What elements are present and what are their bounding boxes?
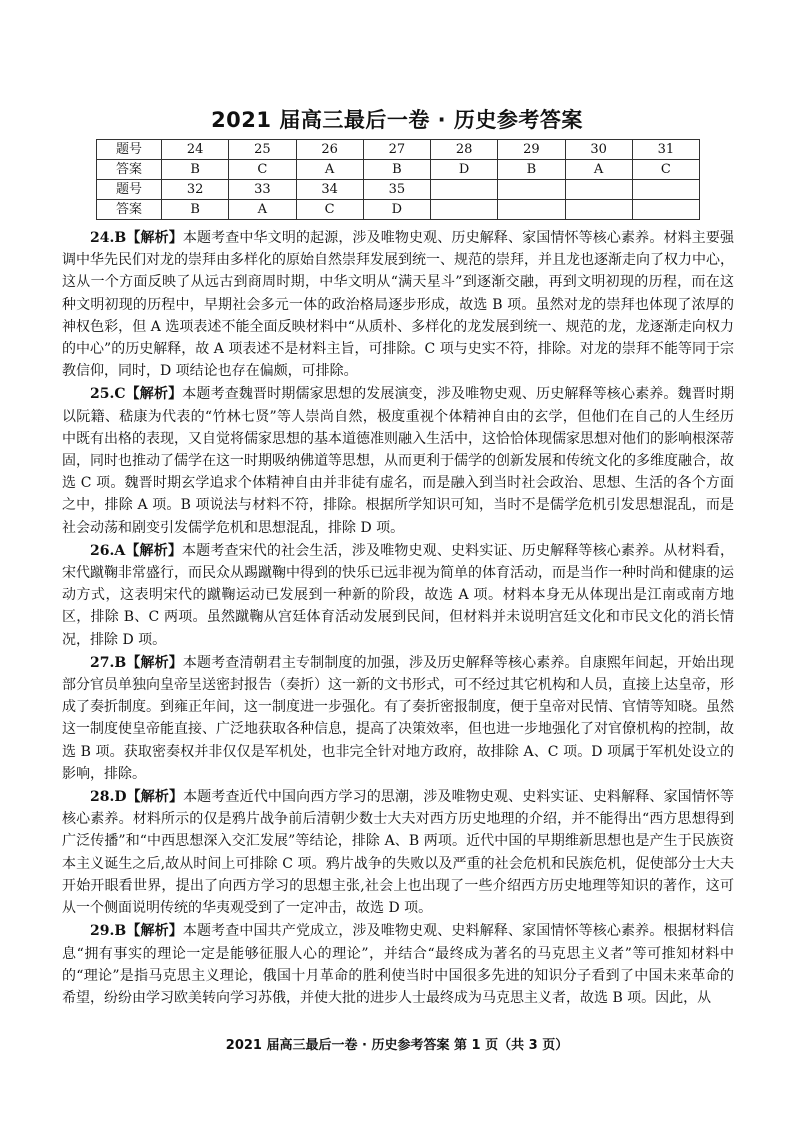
explanation-paragraph bbox=[62, 652, 734, 785]
explanations bbox=[62, 227, 734, 1010]
table-cell bbox=[632, 180, 699, 200]
page-footer: 2021 届高三最后一卷 · 历史参考答案 第 1 页（共 3 页） bbox=[225, 1038, 569, 1053]
table-cell bbox=[565, 180, 632, 200]
table-cell: 24 bbox=[162, 140, 229, 160]
explanation-text: 本题考查中国共产党成立，涉及唯物史观、史料解释、家国情怀等核心素养。根据材料信息“拥有事实的理论一定是能够征服人心的理论”，并结合“最终成为著名的马克思主义者”等可推知材料中的“理论”是指马克思主义理论，俄国十月革命的胜利使当时中国很多先进的知识分子看到了中国未来革命的希望，纷纷由学习欧美转向学习苏俄，并使大批的进步人士最终成为马克思主义者，故选 B 项。因此，从 bbox=[62, 923, 734, 1006]
table-cell bbox=[498, 180, 565, 200]
answer-lead: 26.A【解析】 bbox=[90, 542, 183, 559]
table-cell bbox=[431, 180, 498, 200]
explanation-paragraph bbox=[62, 540, 734, 651]
table-cell: 29 bbox=[498, 140, 565, 160]
explanation-text: 本题考查魏晋时期儒家思想的发展演变，涉及唯物史观、历史解释等核心素养。魏晋时期以阮籍、嵇康为代表的“竹林七贤”等人崇尚自然，极度重视个体精神自由的玄学，但他们在自己的人生经历中既有出格的表现，又自觉将儒家思想的基本道德准则融入生活中，这恰恰体现儒家思想对他们的影响根深蒂固，同时也推动了儒学在这一时期吸纳佛道等思想，从而更利于儒学的创新发展和传统文化的多维度融合，故选 C 项。魏晋时期玄学追求个体精神自由并非徒有虚名，而是融入到当时社会政治、思想、生活的各个方面之中，排除 A 项。B 项说法与材料不符，排除。根据所学知识可知，当时不是儒学危机引发思想混乱，而是社会动荡和剧变引发儒学危机和思想混乱，排除 D 项。 bbox=[62, 386, 735, 536]
table-cell: C bbox=[632, 160, 699, 180]
explanation-text: 本题考查近代中国向西方学习的思潮，涉及唯物史观、史料实证、史料解释、家国情怀等核心素养。材料所示的仅是鸦片战争前后清朝少数士大夫对西方历史地理的介绍，并不能得出“西方思想得到广泛传播”和“中西思想深入交汇发展”等结论，排除 A、B 两项。近代中国的早期维新思想也是产生于民族资本主义诞生之后,故从时间上可排除 C 项。鸦片战争的失败以及严重的社会危机和民族危机，促使部分士大夫开始开眼看世界，提出了向西方学习的思想主张,社会上也出现了一些介绍西方历史地理等知识的著作，这可从一个侧面说明传统的华夷观受到了一定冲击，故选 D 项。 bbox=[62, 789, 734, 917]
answer-lead: 25.C【解析】 bbox=[90, 386, 183, 403]
table-cell bbox=[431, 200, 498, 220]
table-cell bbox=[632, 200, 699, 220]
explanation-text: 本题考查清朝君主专制制度的加强，涉及历史解释等核心素养。自康熙年间起，开始出现部分官员单独向皇帝呈送密封报告（奏折）这一新的文书形式，可不经过其它机构和人员，直接上达皇帝，形成了奏折制度。到雍正年间，这一制度进一步强化。有了奏折密报制度，便于皇帝对民情、官情等知晓。虽然这一制度使皇帝能直接、广泛地获取各种信息，提高了决策效率，但也进一步地强化了对官僚机构的控制，故选 B 项。获取密奏权并非仅仅是军机处，也非完全针对地方政府，故排除 A、C 项。D 项属于军机处设立的影响，排除。 bbox=[62, 654, 734, 782]
table-cell: 35 bbox=[363, 180, 430, 200]
table-cell: A bbox=[229, 200, 296, 220]
answer-lead: 27.B【解析】 bbox=[90, 654, 183, 671]
explanation-text: 本题考查宋代的社会生活，涉及唯物史观、史料实证、历史解释等核心素养。从材料看，宋代蹴鞠非常盛行，而民众从踢蹴鞠中得到的快乐已远非视为简单的体育活动，而是当作一种时尚和健康的运动方式，这表明宋代的蹴鞠运动已发展到一种新的阶段，故选 A 项。材料本身无从体现出是江南或南方地区，排除 B、C 两项。虽然蹴鞠从宫廷体育活动发展到民间，但材料并未说明宫廷文化和市民文化的消长情况，排除 D 项。 bbox=[62, 542, 735, 648]
row-label: 答案 bbox=[97, 200, 162, 220]
table-cell: C bbox=[296, 200, 363, 220]
table-row bbox=[97, 140, 700, 160]
table-cell: 25 bbox=[229, 140, 296, 160]
answer-table bbox=[96, 139, 700, 220]
table-cell: B bbox=[363, 160, 430, 180]
table-row bbox=[97, 160, 700, 180]
table-cell: A bbox=[565, 160, 632, 180]
table-cell: 27 bbox=[363, 140, 430, 160]
table-row bbox=[97, 180, 700, 200]
explanation-paragraph bbox=[62, 920, 734, 1009]
table-cell: 28 bbox=[431, 140, 498, 160]
answer-lead: 29.B【解析】 bbox=[90, 923, 183, 940]
row-label: 答案 bbox=[97, 160, 162, 180]
answer-lead: 28.D【解析】 bbox=[90, 789, 184, 806]
table-cell: D bbox=[363, 200, 430, 220]
table-cell: B bbox=[162, 200, 229, 220]
explanation-paragraph bbox=[62, 227, 734, 382]
table-row bbox=[97, 200, 700, 220]
table-cell: 26 bbox=[296, 140, 363, 160]
table-cell: 32 bbox=[162, 180, 229, 200]
table-cell: 34 bbox=[296, 180, 363, 200]
table-cell: 33 bbox=[229, 180, 296, 200]
answer-lead: 24.B【解析】 bbox=[90, 230, 183, 246]
row-label: 题号 bbox=[97, 180, 162, 200]
table-cell: 30 bbox=[565, 140, 632, 160]
table-cell: C bbox=[229, 160, 296, 180]
table-cell: 31 bbox=[632, 140, 699, 160]
page-title: 2021 届高三最后一卷 · 历史参考答案 bbox=[211, 108, 583, 132]
table-cell bbox=[565, 200, 632, 220]
row-label: 题号 bbox=[97, 140, 162, 160]
table-cell: B bbox=[498, 160, 565, 180]
explanation-paragraph bbox=[62, 383, 734, 538]
table-cell bbox=[498, 200, 565, 220]
explanation-paragraph bbox=[62, 786, 734, 919]
explanation-text: 本题考查中华文明的起源，涉及唯物史观、历史解释、家国情怀等核心素养。材料主要强调中华先民们对龙的崇拜由多样化的原始自然崇拜发展到统一、规范的崇拜，并且龙也逐渐走向了权力中心，这从一个方面反映了从远古到商周时期，中华文明从“满天星斗”到逐渐交融，再到文明初现的历程，而在这种文明初现的历程中，早期社会多元一体的政治格局逐步形成，故选 B 项。虽然对龙的崇拜也体现了浓厚的神权色彩，但 A 选项表述不能全面反映材料中“从质朴、多样化的龙发展到统一、规范的龙，龙逐渐走向权力的中心”的历史解释，故 A 项表述不是材料主旨，可排除。C 项与史实不符，排除。对龙的崇拜不能等同于宗教信仰，同时，D 项结论也存在偏颇，可排除。 bbox=[62, 230, 734, 380]
table-cell: D bbox=[431, 160, 498, 180]
table-cell: B bbox=[162, 160, 229, 180]
table-cell: A bbox=[296, 160, 363, 180]
